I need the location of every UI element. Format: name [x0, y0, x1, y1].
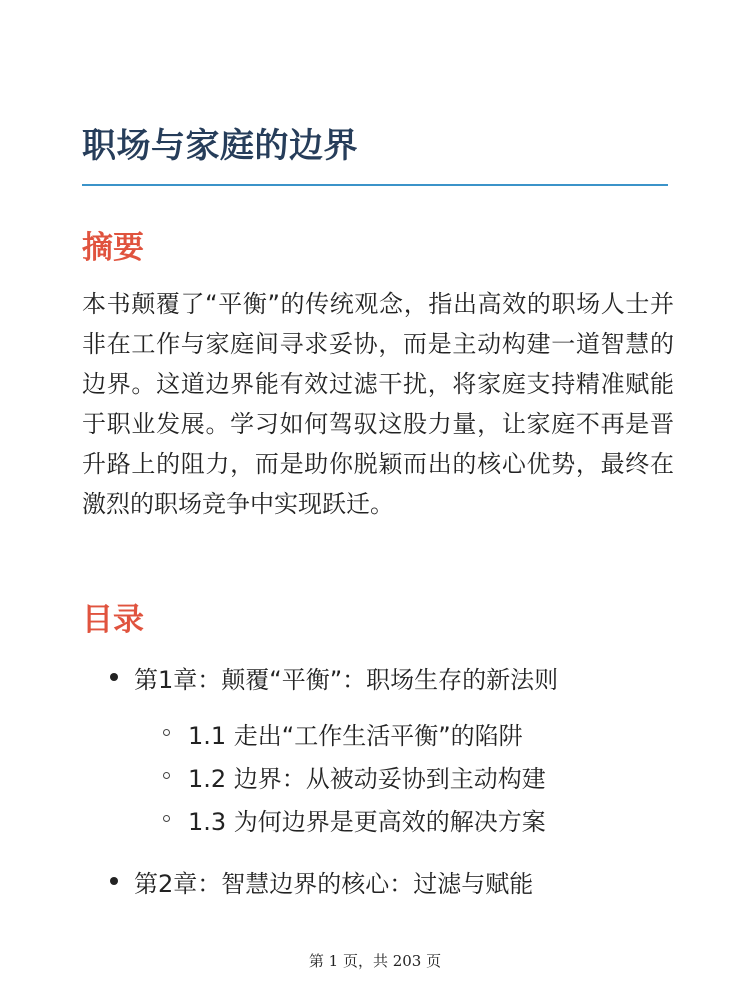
summary-heading: 摘要: [82, 230, 144, 266]
toc-section-label: 1.1 走出“工作生活平衡”的陷阱: [188, 722, 523, 750]
title-divider: [82, 184, 668, 186]
circle-bullet-icon: [163, 772, 170, 779]
page-number: 第 1 页，共 203 页: [308, 952, 442, 970]
toc-chapter-label: 第2章：智慧边界的核心：过滤与赋能: [134, 870, 534, 898]
toc-heading: 目录: [82, 602, 144, 638]
page-title: 职场与家庭的边界: [82, 126, 358, 166]
bullet-icon: [110, 673, 118, 681]
circle-bullet-icon: [163, 815, 170, 822]
summary-paragraph: 本书颠覆了“平衡”的传统观念，指出高效的职场人士并非在工作与家庭间寻求妥协，而是主动构建一道智慧的边界。这道边界能有效过滤干扰，将家庭支持精准赋能于职业发展。学习如何驾驭这股力量，让家庭不再是晋升路上的阻力，而是助你脱颖而出的核心优势，最终在激烈的职场竞争中实现跃迁。: [82, 290, 674, 518]
bullet-icon: [110, 877, 118, 885]
toc-section-label: 1.2 边界：从被动妥协到主动构建: [188, 765, 546, 793]
toc-chapter-label: 第1章：颠覆“平衡”：职场生存的新法则: [134, 666, 559, 694]
toc-section-label: 1.3 为何边界是更高效的解决方案: [188, 808, 546, 836]
circle-bullet-icon: [163, 729, 170, 736]
